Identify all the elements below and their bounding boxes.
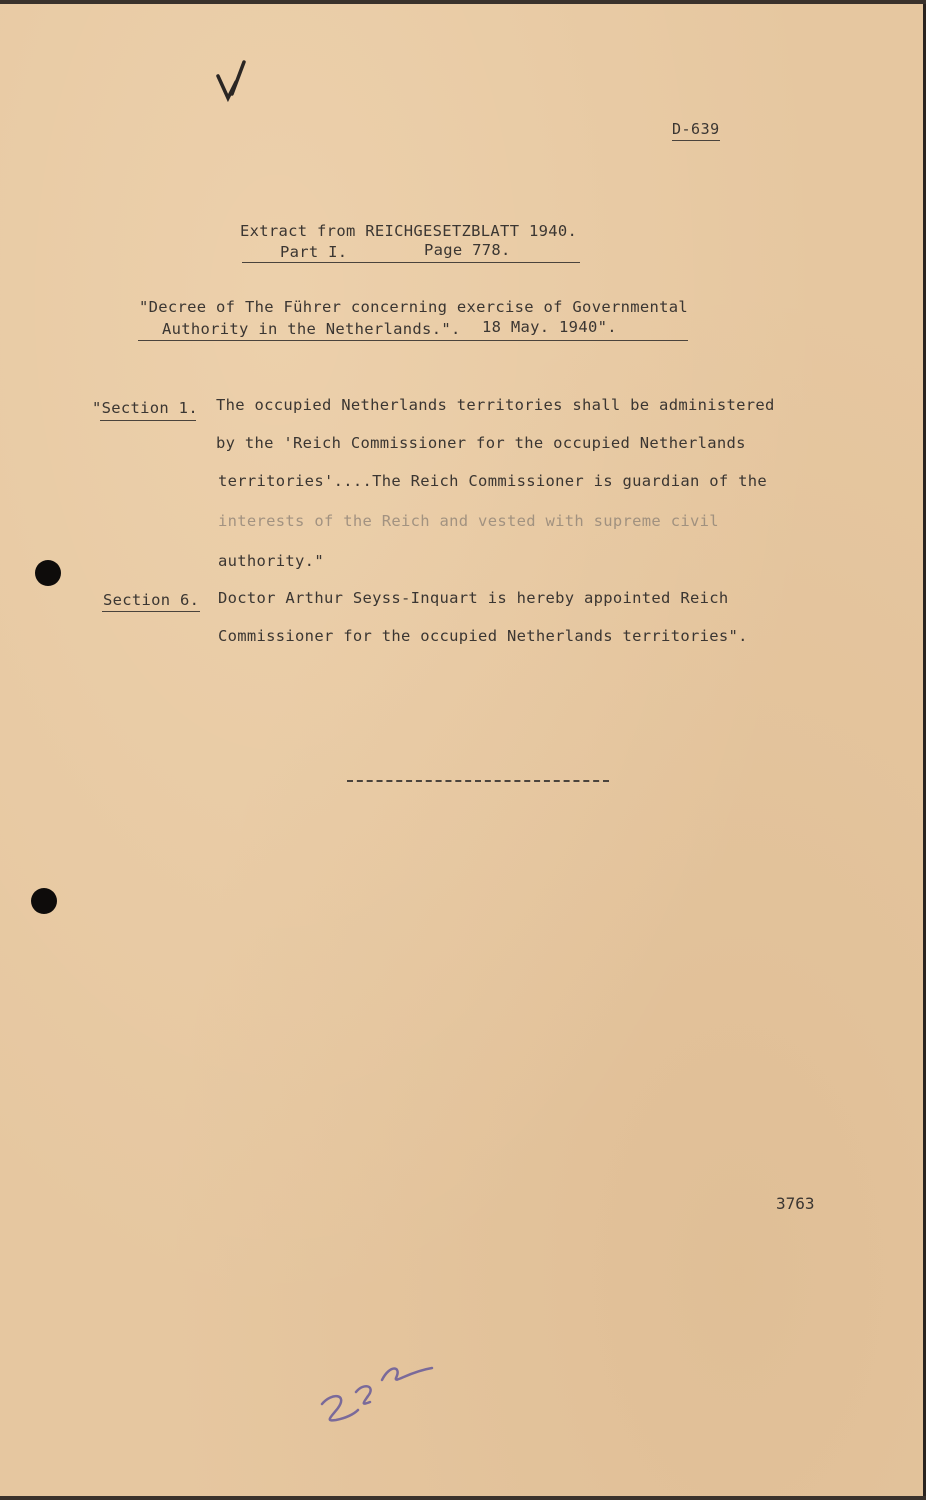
section-1-text-line: authority." (218, 552, 324, 570)
end-separator (347, 780, 609, 782)
section-1-text-line: The occupied Netherlands territories shall be administered (216, 396, 775, 414)
punch-hole (31, 888, 57, 914)
handwritten-checkmark (210, 54, 260, 109)
section-6-text-line: Doctor Arthur Seyss-Inquart is hereby appointed Reich (218, 589, 729, 607)
section-6-label: Section 6. (103, 591, 200, 609)
page-number: 3763 (776, 1194, 815, 1213)
extract-header-line: Extract from REICHGESETZBLATT 1940. (240, 222, 578, 240)
section-6-text-line: Commissioner for the occupied Netherlands territories". (218, 627, 748, 645)
document-number: D-639 (672, 120, 720, 141)
section-1-text-line: interests of the Reich and vested with supreme civil (218, 512, 719, 530)
handwritten-mark (318, 1352, 448, 1432)
section-1-text-line: territories'....The Reich Commissioner is guardian of the (218, 472, 768, 490)
decree-date: 18 May. 1940". (482, 318, 617, 336)
decree-title-line2: Authority in the Netherlands.". (162, 320, 461, 338)
section-6-underline (102, 611, 200, 612)
section-1-text-line: by the 'Reich Commissioner for the occupied Netherlands (216, 434, 746, 452)
header-page: Page 778. (424, 241, 511, 259)
scan-bottom-edge (0, 1496, 926, 1500)
decree-title-line1: "Decree of The Führer concerning exercise of Governmental (139, 298, 689, 316)
section-1-label: "Section 1. (92, 399, 198, 417)
punch-hole (35, 560, 61, 586)
scan-top-edge (0, 0, 926, 4)
header-underline (242, 262, 580, 263)
decree-title-underline (138, 340, 688, 341)
header-part: Part I. (280, 243, 348, 261)
section-1-underline (100, 420, 196, 421)
